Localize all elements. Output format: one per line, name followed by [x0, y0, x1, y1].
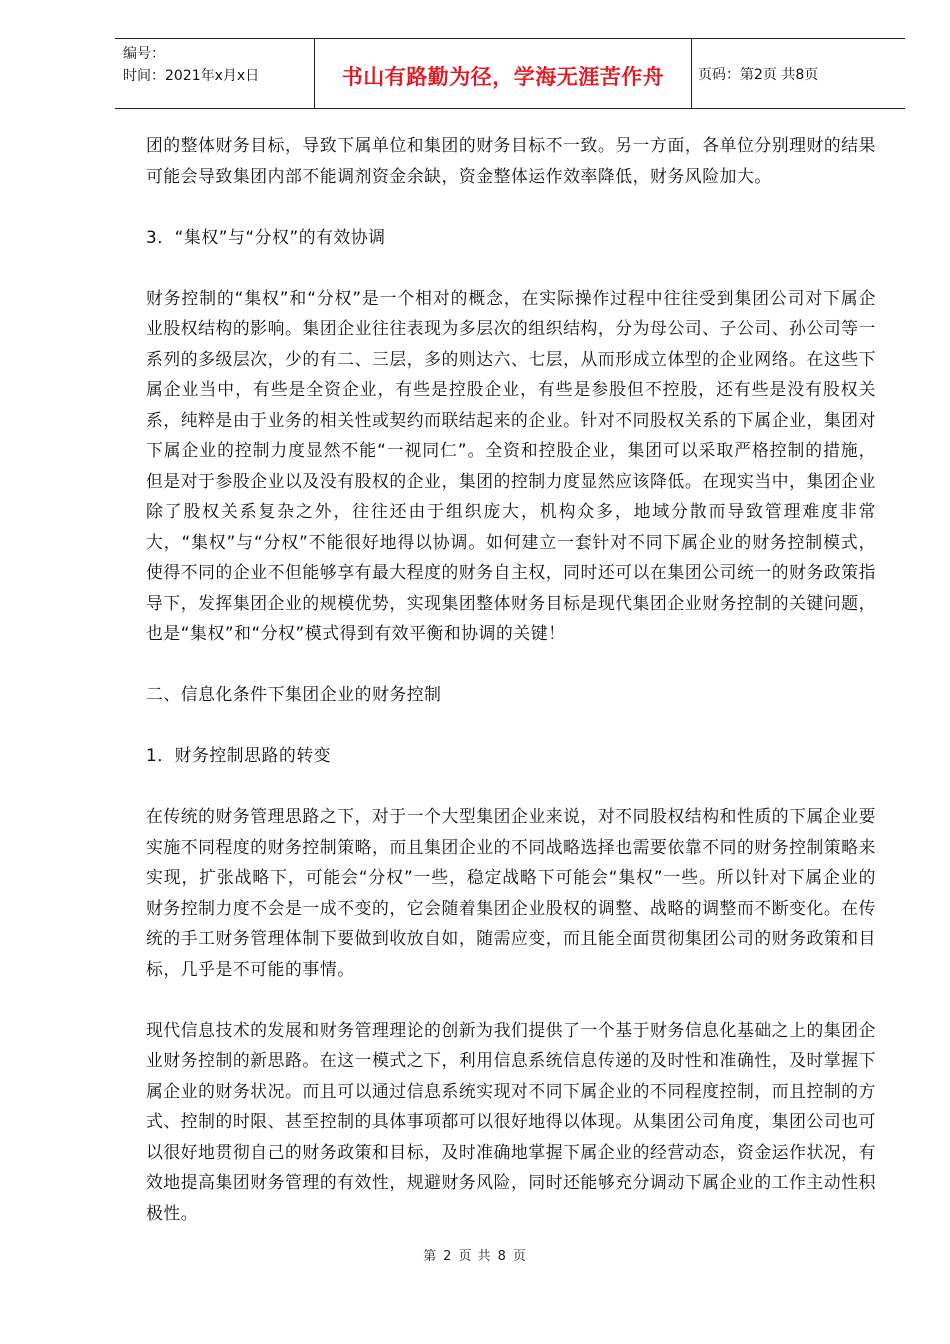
header-page-cell: [692, 39, 905, 108]
footer-suffix: 页: [512, 1249, 527, 1264]
header-motto-cell: [314, 39, 692, 108]
page-header: [115, 38, 905, 109]
page-footer: [0, 1245, 950, 1264]
footer-prefix: 第: [423, 1249, 438, 1264]
footer-total-pages: 8: [497, 1249, 507, 1264]
footer-mid: 页 共: [458, 1249, 492, 1264]
body-paragraph: 财务控制的“集权”和“分权”是一个相对的概念，在实际操作过程中往往受到集团公司对下属企业股权结构的影响。集团企业往往表现为多层次的组织结构，分为母公司、子公司、孙公司等一系列的多级层次，少的有二、三层，多的则达六、七层，从而形成立体型的企业网络。在这些下属企业当中，有些是全资企业，有些是控股企业，有些是参股但不控股，还有些是没有股权关系，纯粹是由于业务的相关性或契约而联结起来的企业。针对不同股权关系的下属企业，集团对下属企业的控制力度显然不能“一视同仁”。全资和控股企业，集团可以采取严格控制的措施，但是对于参股企业以及没有股权的企业，集团的控制力度显然应该降低。在现实当中，集团企业除了股权关系复杂之外，往往还由于组织庞大，机构众多，地域分散而导致管理难度非常大，“集权”与“分权”不能很好地得以协调。如何建立一套针对不同下属企业的财务控制模式，使得不同的企业不但能够享有最大程度的财务自主权，同时还可以在集团公司统一的财务政策指导下，发挥集团企业的规模优势，实现集团整体财务目标是现代集团企业财务控制的关键问题，也是“集权”和“分权”模式得到有效平衡和协调的关键！: [146, 287, 877, 643]
section-heading: 1．财务控制思路的转变: [146, 745, 332, 765]
header-motto: 书山有路勤为径，学海无涯苦作舟: [341, 65, 665, 89]
section-heading: 二、信息化条件下集团企业的财务控制: [146, 684, 442, 704]
document-body: [146, 130, 876, 1259]
section-heading: 3．“集权”与“分权”的有效协调: [146, 226, 386, 247]
header-page-number: 页码：第2页 共8页: [698, 67, 819, 83]
document-time-label: 时间：2021年x月x日: [123, 68, 260, 84]
body-paragraph: 现代信息技术的发展和财务管理理论的创新为我们提供了一个基于财务信息化基础之上的集团企业财务控制的新思路。在这一模式之下，利用信息系统信息传递的及时性和准确性，及时掌握下属企业的财务状况。而且可以通过信息系统实现对不同下属企业的不同程度控制，而且控制的方式、控制的时限、甚至控制的具体事项都可以很好地得以体现。从集团公司角度，集团公司也可以很好地贯彻自己的财务政策和目标，及时准确地掌握下属企业的经营动态，资金运作状况，有效地提高集团财务管理的有效性，规避财务风险，同时还能够充分调动下属企业的工作主动性积极性。: [146, 1019, 877, 1223]
footer-current-page: 2: [443, 1249, 453, 1264]
document-code-label: 编号：: [123, 46, 165, 62]
body-paragraph: 在传统的财务管理思路之下，对于一个大型集团企业来说，对不同股权结构和性质的下属企业要实施不同程度的财务控制策略，而且集团企业的不同战略选择也需要依靠不同的财务控制策略来实现，扩张战略下，可能会“分权”一些，稳定战略下可能会“集权”一些。所以针对下属企业的财务控制力度不会是一成不变的，它会随着集团企业股权的调整、战略的调整而不断变化。在传统的手工财务管理体制下要做到收放自如，随需应变，而且能全面贯彻集团公司的财务政策和目标，几乎是不可能的事情。: [146, 806, 877, 979]
body-paragraph: 团的整体财务目标，导致下属单位和集团的财务目标不一致。另一方面，各单位分别理财的结果可能会导致集团内部不能调剂资金余缺，资金整体运作效率降低，财务风险加大。: [146, 135, 877, 186]
header-meta-cell: [115, 39, 314, 108]
